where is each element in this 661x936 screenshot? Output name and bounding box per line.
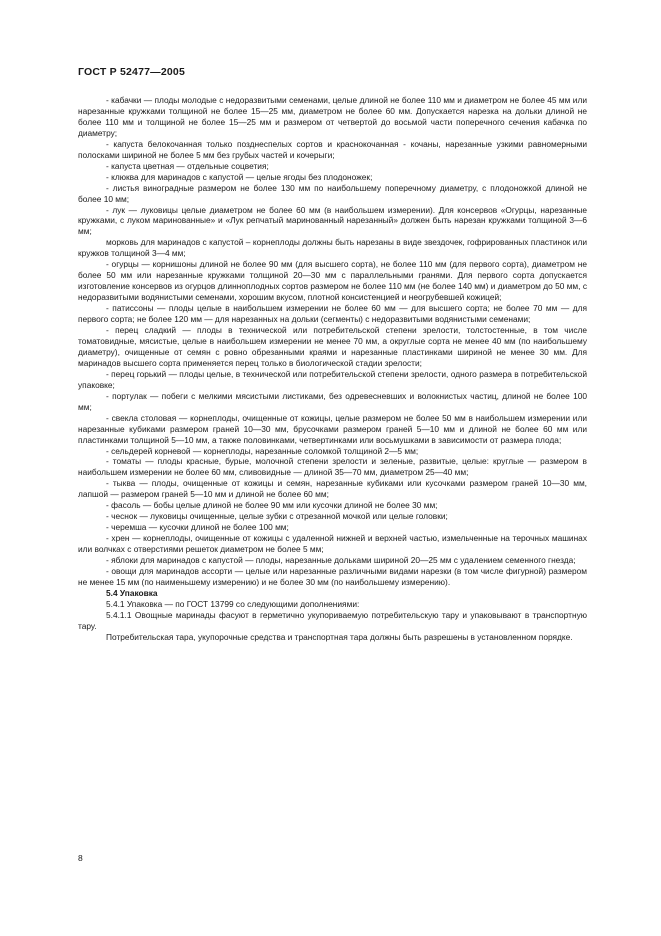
paragraph-morkov: морковь для маринадов с капустой – корнеплоды должны быть нарезаны в виде звездочек, гофрированных пластинок или кружков толщиной 3—4 мм; <box>78 237 587 259</box>
paragraph-selderey: - сельдерей корневой — корнеплоды, нарезанные соломкой толщиной 2—5 мм; <box>106 445 419 456</box>
paragraph-portulak: - портулак — побеги с мелкими мясистыми листиками, без одревесневших и волокнистых частиц, длиной не более 100 мм; <box>78 390 587 412</box>
paragraph-svekla: - свекла столовая — корнеплоды, очищенные от кожицы, целые размером не более 50 мм в наибольшем измерении или нарезанные кубиками размером граней 10—30 мм, брусочками размером граней 5—10 мм и длиной не более 60 мм или пластинками толщиной 5—10 мм, а также половинками, четвертинками или восьмушками в зависимости от размера плода; <box>78 412 587 445</box>
paragraph-kapusta-belokochannaya: - капуста белокочанная только позднеспелых сортов и краснокочанная - кочаны, нарезанные узкими равномерными полосками шириной не более 5 мм без грубых частей и кочерыги; <box>78 138 587 160</box>
document-body <box>78 95 587 643</box>
paragraph-tomaty: - томаты — плоды красные, бурые, молочной степени зрелости и зеленые, развитые, целые: круглые — размером в наибольшем измерении не более 60 мм, сливовидные — длиной 35—70 мм, диаметром 25—40 мм; <box>78 456 587 478</box>
paragraph-listya-vinogradnye: - листья виноградные размером не более 130 мм по наибольшему поперечному диаметру, с плодоножкой длиной не более 10 мм; <box>78 182 587 204</box>
clause-potrebitelskaya-tara: Потребительская тара, укупорочные средства и транспортная тара должны быть разрешены в установленном порядке. <box>106 631 573 642</box>
paragraph-klyukva: - клюква для маринадов с капустой — целые ягоды без плодоножек; <box>106 171 373 182</box>
paragraph-khren: - хрен — корнеплоды, очищенные от кожицы с удаленной нижней и верхней частью, измельченные на терочных машинах или волчках с отверстиями решеток диаметром не более 5 мм; <box>78 533 587 555</box>
paragraph-kabachki: - кабачки — плоды молодые с недоразвитыми семенами, целые длиной не более 110 мм и диаметром не более 45 мм или нарезанные кружками толщиной не более 15—25 мм, диаметром не более 60 мм. Допускается нарезка на дольки длиной не более 110 мм и толщиной не более 15—25 мм и размером от четвертой до восьмой части поперечного сечения кабачка по диаметру; <box>78 95 587 138</box>
paragraph-perets-gorkiy: - перец горький — плоды целые, в технической или потребительской степени зрелости, одного размера в потребительской упаковке; <box>78 368 587 390</box>
page-number: 8 <box>78 853 83 863</box>
paragraph-yabloki: - яблоки для маринадов с капустой — плоды, нарезанные дольками шириной 20—25 мм с удалением семенного гнезда; <box>106 555 576 566</box>
paragraph-perets-sladkiy: - перец сладкий — плоды в технической или потребительской степени зрелости, толстостенные, в том числе томатовидные, мясистые, целые в наибольшем измерении не менее 70 мм, а округлые сорта не менее 40 мм (по наибольшему диаметру), очищенные от семян с ровно обрезанными краями и нарезанные пластинками шириной не менее 30 мм. Для маринадов высшего сорта применяется перец только в биологической стадии зрелости; <box>78 325 587 368</box>
paragraph-ovoshchi-assorti: - овощи для маринадов ассорти — целые или нарезанные различными видами нарезки (в том числе фигурной) размером не менее 15 мм (по наименьшему измерению) и не более 30 мм (по наибольшему измерению). <box>78 565 587 587</box>
paragraph-kapusta-tsvetnaya: - капуста цветная — отдельные соцветия; <box>106 160 269 171</box>
clause-5-4-1: 5.4.1 Упаковка — по ГОСТ 13799 со следующими дополнениями: <box>106 598 360 609</box>
paragraph-chesnok: - чеснок — луковицы очищенные, целые зубки с отрезанной мочкой или целые головки; <box>106 511 448 522</box>
paragraph-ogurtsy: - огурцы — корнишоны длиной не более 90 мм (для высшего сорта), не более 110 мм (для первого сорта), диаметром не более 50 мм или нарезанные кружками толщиной 20—30 мм с параллельными гранями. Для первого сорта допускается изготовление консервов из огурцов длинноплодных сортов размером не более 110 мм (не более 140 мм) и диаметром до 50 мм, с недоразвитыми водянистыми семенами, хорошим вкусом, плотной консистенцией и неогрубевшей кожицей; <box>78 259 587 303</box>
section-heading-upakovka: 5.4 Упаковка <box>106 587 158 598</box>
paragraph-cheremsha: - черемша — кусочки длиной не более 100 мм; <box>106 522 289 533</box>
paragraph-fasol: - фасоль — бобы целые длиной не более 90 мм или кусочки длиной не более 30 мм; <box>106 500 438 511</box>
paragraph-patissony: - патиссоны — плоды целые в наибольшем измерении не более 60 мм — для высшего сорта; не более 70 мм — для первого сорта; не более 120 мм — для нарезанных на дольки (сегменты) с недоразвитыми водянистыми семенами; <box>78 303 587 325</box>
paragraph-tykva: - тыква — плоды, очищенные от кожицы и семян, нарезанные кубиками или кусочками размером граней 10—30 мм, лапшой — размером граней 5—10 мм и длиной не более 60 мм; <box>78 478 587 500</box>
clause-5-4-1-1: 5.4.1.1 Овощные маринады фасуют в герметично укупориваемую потребительскую тару и упаковывают в транспортную тару. <box>78 609 587 631</box>
paragraph-luk: - лук — луковицы целые диаметром не более 60 мм (в наибольшем измерении). Для консервов «Огурцы, нарезанные кружками, с луком маринованные» и «Лук репчатый маринованный нарезанный» должен быть нарезан кружками толщиной 3—6 мм; <box>78 204 587 237</box>
document-header: ГОСТ Р 52477—2005 <box>78 66 186 78</box>
